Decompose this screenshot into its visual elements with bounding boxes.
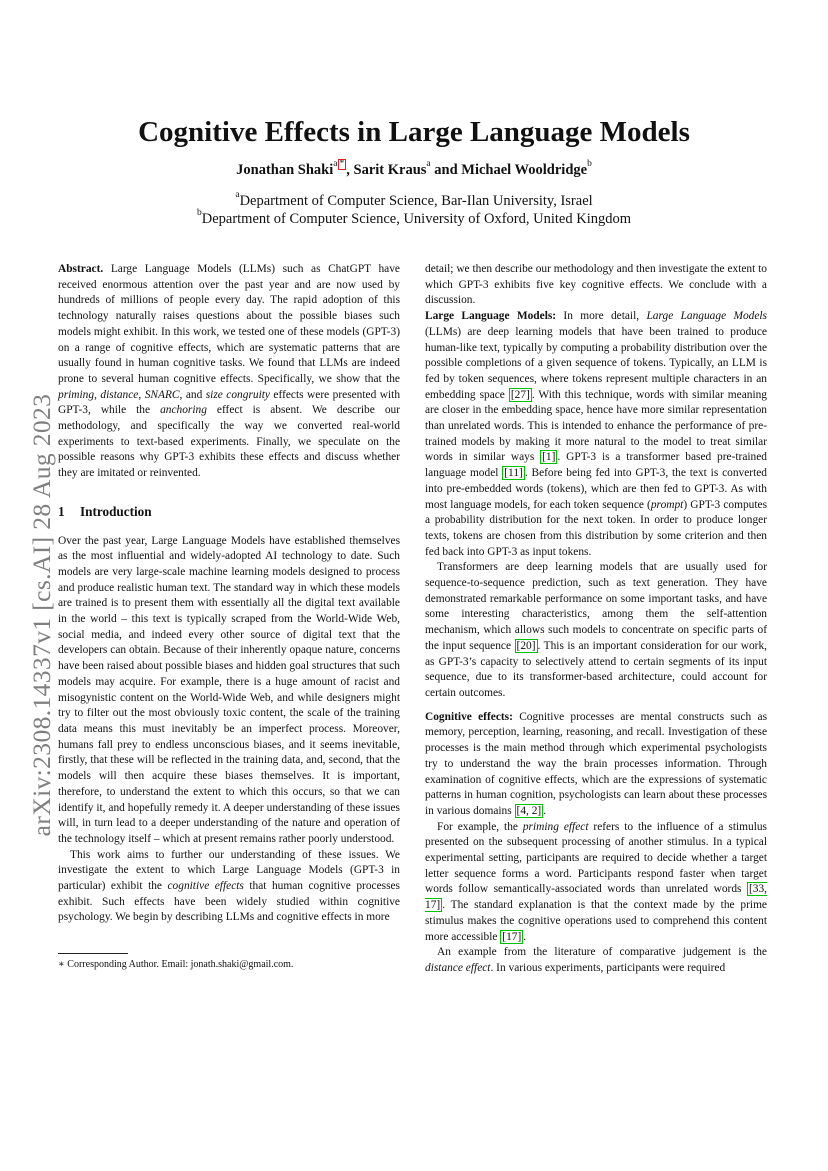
paragraph: An example from the literature of comparative judgement is the distance effect. In various experiments, participants were required <box>425 946 767 974</box>
abstract: Abstract. Large Language Models (LLMs) such as ChatGPT have received enormous attention over the past year and are now used by hundreds of millions of people every day. The rapid adoption of this technology naturally raises questions about the possible biases such models might exhibit. In this work, we tested one of these models (GPT-3) on a range of cognitive effects, which are systematic patterns that are usually found in human cognitive tasks. We found that LLMs are indeed prone to several human cognitive effects. Specifically, we show that the priming, distance, SNARC, and size congruity effects were presented with GPT-3, while the anchoring effect is absent. We describe our methodology, and specifically the way we converted real-world experiments to text-based experiments. Finally, we speculate on the possible reasons why GPT-3 exhibits these effects and discuss whether they are imitated or reinvented. <box>58 263 401 480</box>
citation-link[interactable]: [33, 17] <box>425 883 767 912</box>
paragraph: For example, the priming effect refers to the influence of a stimulus presented on the subsequent processing of another stimulus. In a typical experimental setting, participants are required to decide whether a target letter sequence forms a word. Participants respond faster when target words follow semantically-associated words than unrelated words [33, 17] . The standard explanation is that the context made by the prime stimulus makes the cognitive operations used to comprehend this content more accessible [17] . <box>425 820 767 943</box>
paragraph: This work aims to further our understanding of these issues. We investigate the extent to which Large Language Models (GPT-3 in particular) exhibit the cognitive effects that human cognitive processes exhibit. Such effects have been widely studied within cognitive psychology. We begin by describing LLMs and cognitive effects in more <box>58 848 400 924</box>
author-name: Michael Wooldridge <box>461 162 588 178</box>
citation-link[interactable]: [20] <box>516 639 536 652</box>
citation-link[interactable]: [4, 2] <box>516 804 542 817</box>
affiliation: $^b$Department of Computer Science, University of Oxford, United Kingdom <box>196 208 631 227</box>
paragraph: Transformers are deep learning models that are usually used for sequence-to-sequence prediction, such as text generation. They have demonstrated remarkable performance on some important tasks, and have some interesting characteristics, among them the self-attention mechanism, which allows such models to concentrate on specific parts of the input sequence [20] . This is an important consideration for our work, as GPT-3’s capacity to selectively attend to certain segments of its input sequence, due to its transformer-based architecture, could account for certain outcomes. <box>425 561 767 699</box>
footnote-rule <box>58 953 128 954</box>
author-affil-mark: a <box>333 159 338 169</box>
right-column <box>425 262 767 977</box>
paper-title: Cognitive Effects in Large Language Models <box>138 116 690 148</box>
citation-link[interactable]: [11] <box>504 467 523 480</box>
arxiv-stamp: arXiv:2308.14337v1 [cs.AI] 28 Aug 2023 <box>27 393 56 837</box>
paragraph: detail; we then describe our methodology and then investigate the extent to which GPT-3 exhibits five key cognitive effects. We conclude with a discussion. <box>425 263 767 307</box>
paragraph: Cognitive effects: Cognitive processes are mental constructs such as memory, perception, learning, reasoning, and recall. Investigation of these processes is the main method through which experimental psychologists try to understand the way the brain processes information. Through examination of cognitive effects, which are the expressions of systematic patterns in human cognition, psychologists can learn about these processes in various domains [4, 2] . <box>425 710 768 817</box>
paragraph: Large Language Models: In more detail, Large Language Models (LLMs) are deep learning models that have been trained to produce human-like text, typically by computing a probability distribution over the possible completions of a given sequence of tokens. Typically, an LLM is fed by token sequences, where tokens represent multiple characters in an embedding space [27] . With this technique, words with similar meaning are closer in the embedding space, hence have more similar representation than unrelated words. This is intended to enhance the performance of pre-trained models by making it more natural to the model to treat similar words in similar ways [1] . GPT-3 is a transformer based pre-trained language model [11] . Before being fed into GPT-3, the text is converted into pre-embedded words (tokens), which are then fed to GPT-3. As with most language models, for each token sequence (prompt) GPT-3 computes a probability distribution for the next token. In order to produce longer texts, tokens are chosen from this distribution by some criterion and then fed back into GPT-3 as input tokens. <box>425 310 768 558</box>
citation-link[interactable]: [27] <box>510 388 530 401</box>
citation-link[interactable]: [1] <box>542 451 556 464</box>
corresponding-author-link[interactable]: * <box>339 159 345 169</box>
citation-link[interactable]: [17] <box>502 930 522 943</box>
author-name: Jonathan Shaki <box>236 162 334 178</box>
left-column <box>58 262 400 926</box>
section-heading: 1 Introduction <box>58 503 152 519</box>
author-name: Sarit Kraus <box>353 162 427 178</box>
author-list: Jonathan Shaki$^a$ * , Sarit Kraus$^a$ and Michael Wooldridge$^b$ <box>236 159 592 178</box>
footnote: ∗ Corresponding Author. Email: jonath.shaki@gmail.com. <box>58 959 294 970</box>
affiliation: $^a$Department of Computer Science, Bar-Ilan University, Israel <box>235 190 593 209</box>
paragraph: Over the past year, Large Language Models have established themselves as the most influential and widely-adopted AI technology to date. Such models are very large-scale machine learning models designed to process and produce realistic human text. The standard way in which these models are trained is to present them with essentially all the digital text available in the world – this text is typically scraped from the World-Wide Web, social media, and indeed every other source of digital text that the developers can obtain. Because of their inherently opaque nature, concerns have been raised about possible biases and hidden goal structures that such models may acquire. For example, there is a huge amount of racist and misogynistic content on the World-Wide Web, and while designers might try to filter out the most obviously toxic content, the scale of the training data means this must inevitably be an imperfect process. Moreover, humans fall prey to endless unconscious biases, and it seems inevitable, firstly, that these will be reflected in the training data, and, second, that the models will then acquire these biases themselves. It is important, therefore, to understand the extent to which this occurs, so that we can identify it, and hopefully remedy it. A deeper understanding of these issues will, in turn lead to a deeper understanding of the nature and operation of the technology itself – which at present remains rather poorly understood. <box>58 534 400 845</box>
